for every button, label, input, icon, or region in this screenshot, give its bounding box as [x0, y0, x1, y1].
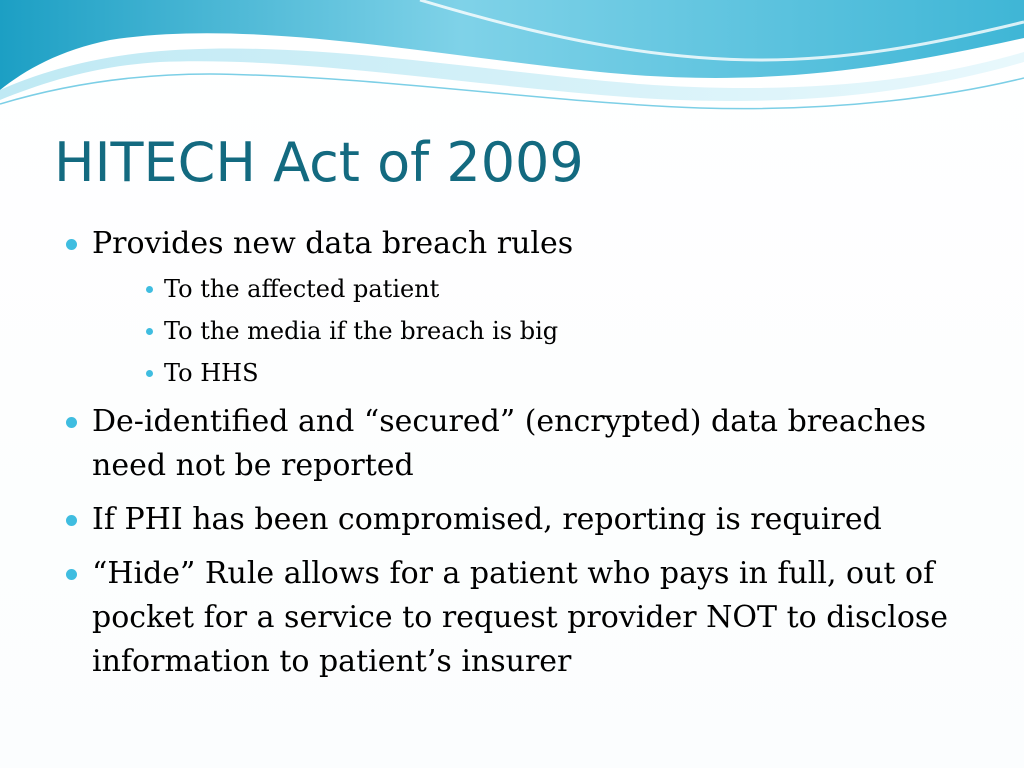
sub-bullet-dot-icon	[146, 370, 153, 377]
sub-bullet-text: To the affected patient	[164, 275, 440, 303]
bullet-dot-icon	[66, 239, 77, 250]
bullet-dot-icon	[66, 515, 77, 526]
bullet-dot-icon	[66, 569, 77, 580]
sub-bullet-dot-icon	[146, 286, 153, 293]
sub-bullet-item	[92, 310, 980, 352]
bullet-text: “Hide” Rule allows for a patient who pays in full, out of pocket for a service to request provider NOT to disclose information to patient’s insurer	[92, 556, 949, 679]
slide-body	[60, 222, 980, 694]
bullet-dot-icon	[66, 417, 77, 428]
sub-bullet-list	[92, 268, 980, 394]
bullet-text: If PHI has been compromised, reporting is required	[92, 502, 882, 537]
bullet-text: De-identified and “secured” (encrypted) data breaches need not be reported	[92, 404, 927, 483]
sub-bullet-item	[92, 268, 980, 310]
sub-bullet-text: To HHS	[164, 359, 259, 387]
sub-bullet-dot-icon	[146, 328, 153, 335]
bullet-item	[60, 552, 980, 684]
bullet-item	[60, 222, 980, 394]
bullet-text: Provides new data breach rules	[92, 226, 574, 261]
slide-title: HITECH Act of 2009	[54, 131, 584, 194]
bullet-item	[60, 498, 980, 542]
sub-bullet-item	[92, 352, 980, 394]
bullet-item	[60, 400, 980, 488]
sub-bullet-text: To the media if the breach is big	[164, 317, 559, 345]
header-wave-decoration	[0, 0, 1024, 130]
bullet-list	[60, 222, 980, 684]
